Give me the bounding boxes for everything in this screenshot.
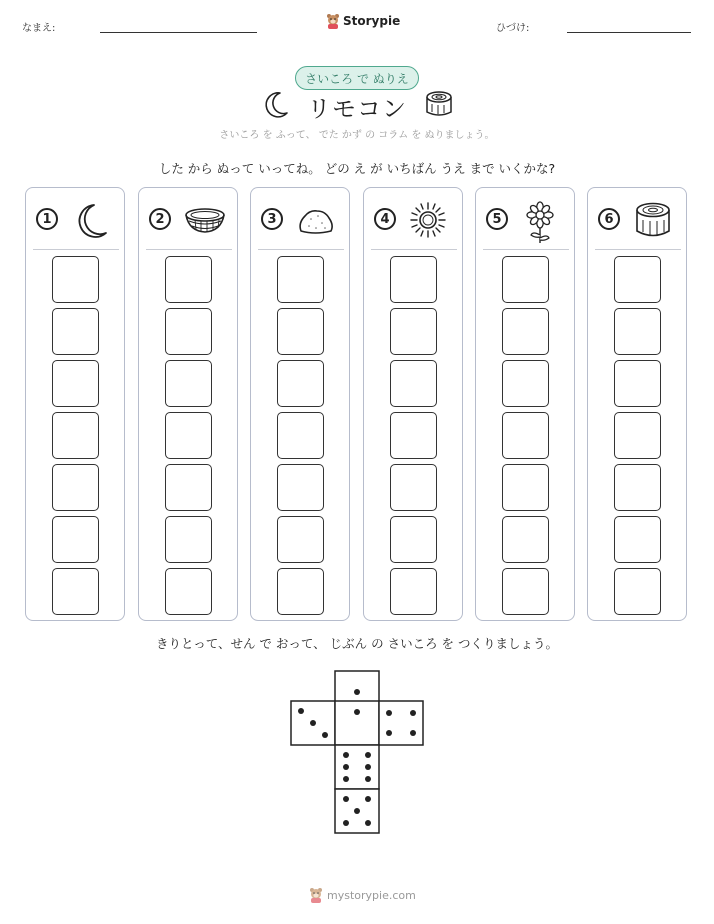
- page-subtitle: さいころ を ふって、 でた かず の コラム を ぬりましょう。: [219, 130, 495, 141]
- page-title: リモコン: [307, 95, 407, 123]
- column-1: [25, 187, 125, 621]
- die-face-4: [379, 701, 423, 745]
- column-divider: [371, 249, 457, 250]
- column-divider: [33, 249, 119, 250]
- color-box[interactable]: [277, 360, 324, 407]
- color-box[interactable]: [614, 516, 661, 563]
- color-box[interactable]: [277, 568, 324, 615]
- color-box[interactable]: [52, 256, 99, 303]
- color-box[interactable]: [502, 360, 549, 407]
- column-number: 3: [261, 208, 283, 230]
- log-icon: [424, 90, 454, 118]
- color-box[interactable]: [614, 360, 661, 407]
- column-2: [138, 187, 238, 621]
- column-4: [363, 187, 463, 621]
- column-3: [250, 187, 350, 621]
- column-divider: [595, 249, 681, 250]
- color-box[interactable]: [390, 360, 437, 407]
- rock-icon: [295, 201, 337, 241]
- bear-mascot-icon: [326, 13, 340, 29]
- color-box[interactable]: [165, 464, 212, 511]
- column-number: 5: [486, 208, 508, 230]
- color-box[interactable]: [277, 464, 324, 511]
- color-box[interactable]: [390, 412, 437, 459]
- color-box[interactable]: [502, 256, 549, 303]
- color-box[interactable]: [165, 256, 212, 303]
- footer: [309, 887, 416, 903]
- color-box[interactable]: [390, 256, 437, 303]
- color-box[interactable]: [502, 308, 549, 355]
- column-6: [587, 187, 687, 621]
- column-number: 6: [598, 208, 620, 230]
- name-label: なまえ:: [22, 23, 56, 34]
- cutout-instruction: きりとって、せん で おって、 じぶん の さいころ を つくりましょう。: [155, 636, 559, 651]
- color-box[interactable]: [502, 568, 549, 615]
- color-box[interactable]: [502, 516, 549, 563]
- color-box[interactable]: [614, 308, 661, 355]
- column-divider: [258, 249, 344, 250]
- color-box[interactable]: [165, 360, 212, 407]
- title-badge: さいころ で ぬりえ: [295, 66, 419, 90]
- color-box[interactable]: [52, 516, 99, 563]
- column-5: [475, 187, 575, 621]
- color-box[interactable]: [52, 568, 99, 615]
- flower-icon: [520, 201, 560, 245]
- column-header: [372, 200, 456, 240]
- brand-name: Storypie: [343, 14, 401, 28]
- dice-net: [290, 670, 426, 836]
- color-box[interactable]: [502, 464, 549, 511]
- color-box[interactable]: [614, 256, 661, 303]
- die-face-center: [335, 701, 379, 745]
- column-header: [484, 200, 568, 240]
- column-header: [259, 200, 343, 240]
- column-divider: [483, 249, 569, 250]
- column-header: [596, 200, 680, 240]
- date-label: ひづけ:: [496, 23, 530, 34]
- column-header: [147, 200, 231, 240]
- color-box[interactable]: [52, 412, 99, 459]
- color-box[interactable]: [614, 568, 661, 615]
- column-number: 4: [374, 208, 396, 230]
- sun-icon: [408, 201, 448, 241]
- color-box[interactable]: [390, 464, 437, 511]
- die-face-6: [335, 745, 379, 789]
- color-box[interactable]: [52, 464, 99, 511]
- column-divider: [146, 249, 232, 250]
- color-box[interactable]: [165, 308, 212, 355]
- color-box[interactable]: [277, 308, 324, 355]
- name-line: [100, 32, 257, 33]
- color-box[interactable]: [165, 516, 212, 563]
- color-box[interactable]: [165, 568, 212, 615]
- color-box[interactable]: [52, 360, 99, 407]
- brand-logo: [326, 13, 400, 29]
- color-box[interactable]: [165, 412, 212, 459]
- color-box[interactable]: [277, 516, 324, 563]
- column-header: [34, 200, 118, 240]
- log-icon: [632, 201, 674, 241]
- color-box[interactable]: [502, 412, 549, 459]
- instruction-text: した から ぬって いってね。 どの え が いちばん うえ まで いくかな?: [158, 161, 556, 176]
- color-box[interactable]: [277, 256, 324, 303]
- basket-icon: [183, 201, 227, 241]
- bear-mascot-icon: [309, 887, 323, 903]
- color-box[interactable]: [390, 308, 437, 355]
- footer-url: mystorypie.com: [327, 888, 416, 902]
- date-line: [567, 32, 691, 33]
- moon-icon: [70, 201, 110, 241]
- color-box[interactable]: [52, 308, 99, 355]
- color-box[interactable]: [390, 516, 437, 563]
- column-number: 1: [36, 208, 58, 230]
- column-number: 2: [149, 208, 171, 230]
- color-box[interactable]: [614, 412, 661, 459]
- color-box[interactable]: [390, 568, 437, 615]
- color-box[interactable]: [277, 412, 324, 459]
- color-box[interactable]: [614, 464, 661, 511]
